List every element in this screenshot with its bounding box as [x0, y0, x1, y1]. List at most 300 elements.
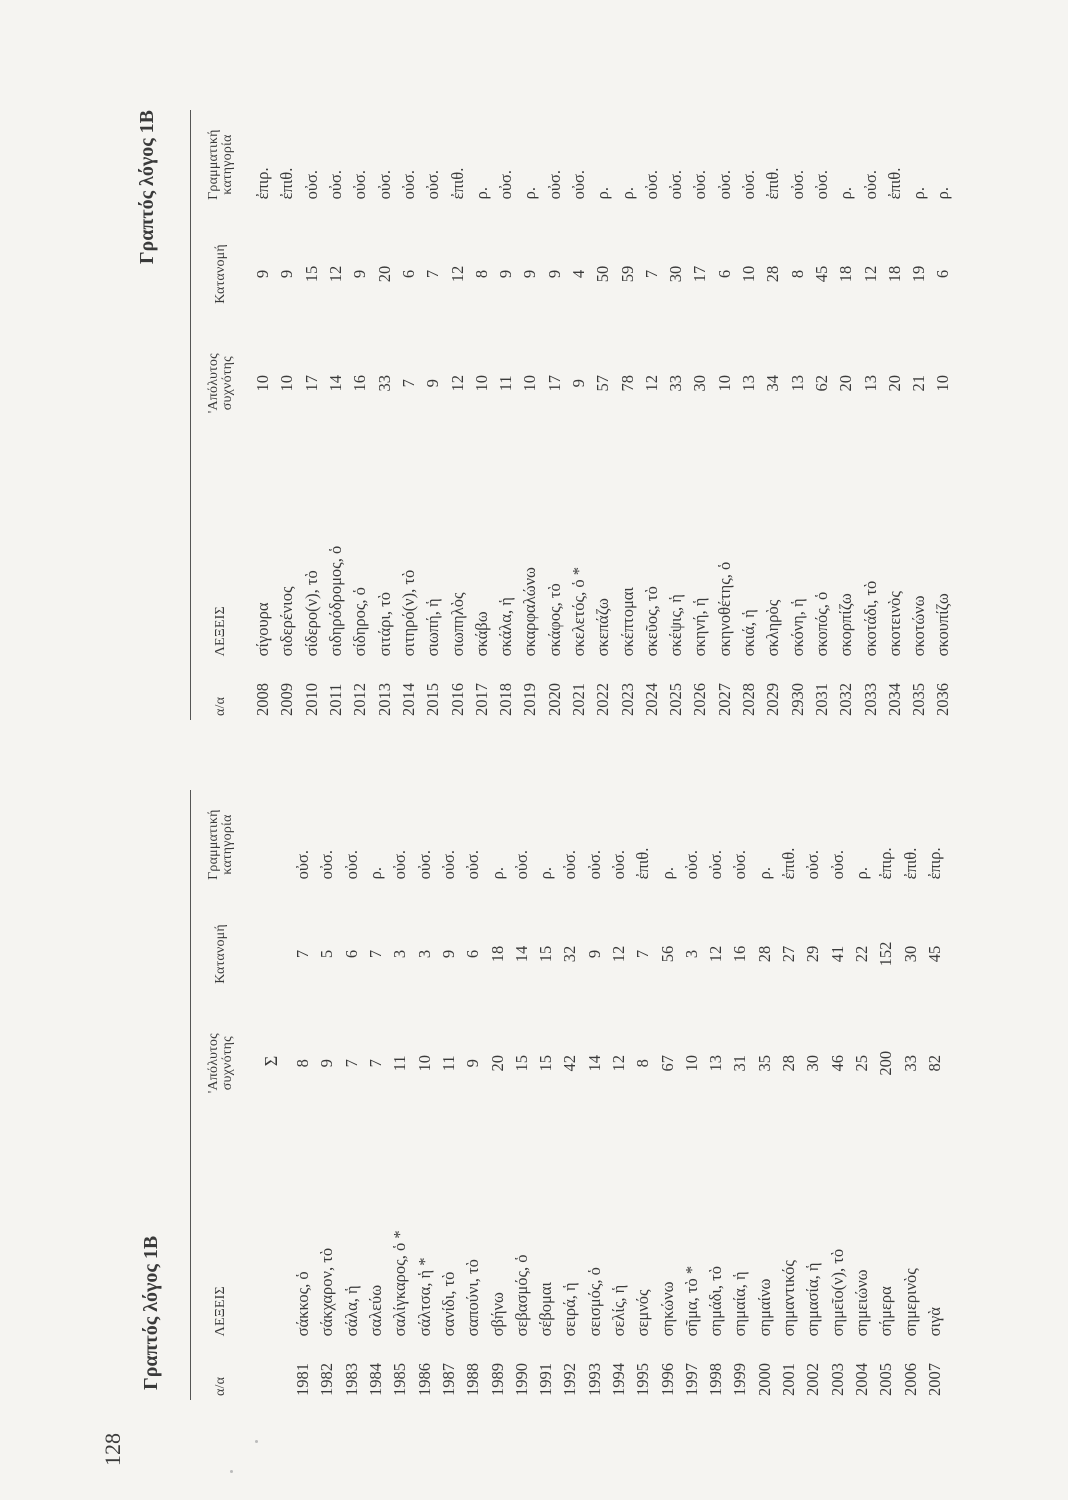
entry-category: οὐσ. — [496, 169, 516, 200]
table-row — [810, 110, 834, 720]
entry-frequency: 10 — [933, 375, 953, 392]
entry-category: οὐσ. — [326, 169, 346, 200]
entry-category: ρ. — [366, 867, 386, 880]
entry-category: οὐσ. — [350, 169, 370, 200]
entry-distribution: 7 — [633, 949, 653, 959]
entry-number: 2027 — [714, 683, 734, 716]
entry-distribution: 45 — [811, 265, 831, 283]
entry-number: 2029 — [763, 683, 783, 716]
entry-word: σκοτώνω — [909, 595, 929, 657]
table-row — [485, 790, 509, 1400]
table-row — [591, 110, 615, 720]
entry-category: ρ. — [754, 867, 774, 880]
entry-word: σκηνή, ἡ — [690, 597, 710, 657]
entry-category: οὐσ. — [398, 169, 418, 200]
entry-frequency: 15 — [536, 1055, 556, 1072]
entry-number: 1991 — [536, 1363, 556, 1396]
entry-category: ρ. — [657, 867, 677, 880]
entry-distribution: 12 — [447, 265, 467, 283]
entry-distribution: 12 — [326, 265, 346, 283]
entry-category: ἐπιρ. — [253, 167, 273, 200]
entry-frequency: 7 — [366, 1059, 386, 1068]
entry-frequency: 13 — [706, 1055, 726, 1072]
entry-distribution: 8 — [471, 269, 491, 279]
entry-distribution: 30 — [666, 265, 686, 283]
entry-category: οὐσ. — [811, 169, 831, 200]
col-gram-header-line1: Γραμματική — [206, 129, 221, 200]
entry-category: οὐσ. — [690, 169, 710, 200]
entry-category: οὐσ. — [739, 169, 759, 200]
entry-word: σαλίγκαρος, ὁ * — [390, 1230, 410, 1337]
page-number: 128 — [100, 1433, 125, 1466]
entry-number: 1998 — [706, 1363, 726, 1396]
entry-frequency: 10 — [277, 375, 297, 392]
entry-frequency: 9 — [569, 379, 588, 388]
entry-number: 2019 — [520, 683, 540, 716]
entry-word: σκουπίζω — [933, 593, 953, 657]
entry-distribution: 7 — [423, 269, 443, 279]
entry-distribution: 28 — [754, 945, 774, 963]
table-row — [898, 790, 922, 1400]
entry-distribution: 9 — [520, 269, 540, 279]
table-row — [470, 110, 494, 720]
entry-distribution: 56 — [657, 945, 677, 963]
entry-distribution: 14 — [511, 945, 531, 963]
running-head-right: Γραπτός λόγος 1Β — [136, 110, 158, 265]
table-row — [737, 110, 761, 720]
entry-number: 2009 — [277, 683, 297, 716]
entry-distribution: 6 — [933, 269, 953, 279]
entry-category: οὐσ. — [681, 849, 701, 880]
entry-word: σίγουρα — [253, 602, 273, 657]
entry-frequency: 13 — [860, 375, 880, 392]
entry-frequency: 46 — [827, 1055, 847, 1072]
entry-category: ρ. — [487, 867, 507, 880]
entry-number: 2007 — [924, 1363, 944, 1396]
entry-distribution: 9 — [544, 269, 564, 279]
entry-category: οὐσ. — [414, 849, 434, 880]
entry-frequency: 13 — [739, 375, 759, 392]
sigma-letter: Σ — [260, 1055, 281, 1067]
table-row — [704, 790, 728, 1400]
entry-word: σιδερένιος — [277, 586, 297, 657]
entry-frequency: 14 — [326, 375, 346, 392]
entry-word: σκορπίζω — [836, 593, 856, 657]
table-row — [834, 110, 858, 720]
entry-category: οὐσ. — [803, 849, 823, 880]
entry-category: ρ. — [909, 187, 929, 200]
entry-word: σκεπάζω — [593, 598, 613, 657]
entry-word: σκεῦος, τὸ — [641, 586, 661, 657]
table-row — [753, 790, 777, 1400]
entry-word: σηκώνω — [657, 1281, 677, 1337]
entry-number: 1982 — [317, 1363, 337, 1396]
entry-number: 1994 — [609, 1363, 628, 1396]
entry-frequency: 15 — [511, 1055, 531, 1072]
entry-frequency: 8 — [293, 1059, 313, 1068]
table-row — [324, 110, 348, 720]
table-row — [445, 110, 469, 720]
entry-word: σκιά, ἡ — [739, 609, 759, 657]
entry-distribution: 18 — [487, 945, 507, 963]
entry-number: 1984 — [366, 1363, 386, 1396]
entry-word: σκαρφαλώνω — [520, 567, 540, 657]
entry-distribution: 12 — [860, 265, 880, 283]
entry-distribution: 9 — [584, 949, 604, 959]
entry-distribution: 6 — [463, 949, 483, 959]
col-freq-header-line1: 'Απόλυτος — [206, 1033, 221, 1094]
table-row — [680, 790, 704, 1400]
entry-frequency: 8 — [633, 1059, 653, 1068]
entry-number: 2015 — [423, 683, 443, 716]
entry-frequency: 33 — [900, 1055, 920, 1072]
entry-word: σημειώνω — [851, 1269, 871, 1337]
entry-distribution: 9 — [253, 269, 273, 279]
col-dist-header: Κατανομή — [213, 924, 228, 984]
entry-distribution: 6 — [341, 949, 361, 959]
paper-speck — [230, 1470, 233, 1473]
paper-speck — [255, 1440, 258, 1443]
entry-category: ρ. — [836, 187, 856, 200]
entry-frequency: 78 — [617, 375, 637, 392]
entry-frequency: 33 — [374, 375, 394, 392]
table-row — [923, 790, 947, 1400]
entry-number: 2024 — [641, 683, 661, 716]
entry-word: σιγὰ — [924, 1307, 944, 1337]
entry-category: οὐσ. — [544, 169, 564, 200]
entry-word: σκόνη, ἡ — [787, 598, 807, 657]
entry-word: σκοτάδι, τὸ — [860, 580, 880, 657]
entry-frequency: 10 — [471, 375, 491, 392]
entry-frequency: 20 — [836, 375, 856, 392]
table-row — [558, 790, 582, 1400]
entry-frequency: 16 — [350, 375, 370, 392]
entry-distribution: 50 — [593, 265, 613, 283]
entry-number: 2012 — [350, 683, 370, 716]
table-row — [607, 790, 631, 1400]
table-row — [543, 110, 567, 720]
entry-number: 1985 — [390, 1363, 410, 1396]
col-gram-header — [207, 110, 235, 219]
entry-word: σημερινὸς — [900, 1268, 920, 1337]
table-header — [191, 790, 251, 1400]
entry-number: 1986 — [414, 1363, 434, 1396]
entry-word: σκοπός, ὁ — [811, 591, 831, 657]
entry-number: 2006 — [900, 1363, 920, 1396]
entry-number: 2005 — [876, 1363, 896, 1396]
entry-frequency: 21 — [909, 375, 929, 392]
table-row — [461, 790, 485, 1400]
entry-number: 1992 — [560, 1363, 580, 1396]
entry-distribution: 22 — [851, 945, 871, 963]
entry-number: 2016 — [447, 683, 467, 716]
entry-word: σημαίνω — [754, 1278, 774, 1337]
entry-number: 2026 — [690, 683, 710, 716]
entry-frequency: 7 — [398, 379, 418, 388]
entry-frequency: 11 — [390, 1055, 410, 1072]
entry-category: ἐπιθ. — [779, 847, 799, 880]
entry-frequency: 42 — [560, 1055, 580, 1072]
entry-number: 2022 — [593, 683, 613, 716]
entry-distribution: 12 — [609, 945, 628, 963]
entry-category: οὐσ. — [423, 169, 443, 200]
entry-distribution: 6 — [398, 269, 418, 279]
entry-word: σάκχαρον, τὸ — [317, 1247, 337, 1337]
entry-category: ρ. — [933, 187, 953, 200]
entry-number: 1989 — [487, 1363, 507, 1396]
table-row — [761, 110, 785, 720]
entry-category: οὐσ. — [641, 169, 661, 200]
entry-distribution: 15 — [301, 265, 321, 283]
entry-word: σάλτσα, ἡ * — [414, 1257, 434, 1337]
entry-distribution: 16 — [730, 945, 750, 963]
entry-category: οὐσ. — [666, 169, 686, 200]
table-row — [850, 790, 874, 1400]
entry-frequency: 11 — [496, 375, 516, 392]
table-row — [397, 110, 421, 720]
entry-number: 2020 — [544, 683, 564, 716]
entry-word: σημαία, ἡ — [730, 1271, 750, 1337]
running-head-left: Γραπτός λόγος 1Β — [140, 1235, 162, 1390]
entry-word: σαλεύω — [366, 1284, 386, 1337]
entry-number: 2028 — [739, 683, 759, 716]
entry-word: σιωπή, ἡ — [423, 598, 443, 657]
entry-number: 2008 — [253, 683, 273, 716]
entry-category: οὐσ. — [293, 849, 313, 880]
entry-frequency: 9 — [317, 1059, 337, 1068]
entry-word: σβήνω — [487, 1292, 507, 1337]
table-row — [664, 110, 688, 720]
entry-frequency: 10 — [520, 375, 540, 392]
entry-number: 2017 — [471, 683, 491, 716]
entry-category: οὐσ. — [317, 849, 337, 880]
entry-category: ἐπιθ. — [633, 847, 653, 880]
entry-frequency: 7 — [341, 1059, 361, 1068]
entry-word: σαπούνι, τὸ — [463, 1259, 483, 1337]
table-row — [907, 110, 931, 720]
entry-number: 2002 — [803, 1363, 823, 1396]
table-row — [372, 110, 396, 720]
table-row — [291, 790, 315, 1400]
rotated-page — [100, 110, 970, 1466]
entry-word: σκέψις, ἡ — [666, 594, 686, 657]
entry-category: ρ. — [471, 187, 491, 200]
entry-distribution: 7 — [641, 269, 661, 279]
table-row — [437, 790, 461, 1400]
entry-distribution: 17 — [690, 265, 710, 283]
entry-number: 2000 — [754, 1363, 774, 1396]
entry-frequency: 82 — [924, 1055, 944, 1072]
entry-number: 2034 — [884, 683, 904, 716]
entry-distribution: 7 — [293, 949, 313, 959]
entry-word: σέβομαι — [536, 1282, 556, 1337]
entry-word: σεβασμός, ὁ — [511, 1254, 531, 1337]
entry-frequency: 20 — [884, 375, 904, 392]
entry-number: 1990 — [511, 1363, 531, 1396]
entry-distribution: 18 — [836, 265, 856, 283]
entry-distribution: 9 — [277, 269, 297, 279]
entry-number: 2010 — [301, 683, 321, 716]
entry-number: 2003 — [827, 1363, 847, 1396]
entry-number: 2032 — [836, 683, 856, 716]
entry-number: 2011 — [326, 683, 346, 716]
entry-frequency: 31 — [730, 1055, 750, 1072]
entry-word: σίδηρος, ὁ — [350, 587, 370, 657]
entry-number: 1987 — [438, 1363, 458, 1396]
entry-number: 2004 — [851, 1363, 871, 1396]
entry-number: 2036 — [933, 683, 953, 716]
table-row — [655, 790, 679, 1400]
col-freq-header-line1: 'Απόλυτος — [206, 353, 221, 414]
entry-distribution: 9 — [438, 949, 458, 959]
entry-category: ρ. — [520, 187, 540, 200]
entry-category: ἐπιθ. — [900, 847, 920, 880]
entry-category: οὐσ. — [730, 849, 750, 880]
entry-category: ρ. — [617, 187, 637, 200]
table-row — [412, 790, 436, 1400]
col-dist-header: Κατανομή — [213, 244, 228, 304]
col-gram-header — [207, 790, 235, 899]
entry-frequency: 12 — [609, 1055, 628, 1072]
entry-word: σίδερο(ν), τὸ — [301, 570, 321, 657]
entry-distribution: 29 — [803, 945, 823, 963]
entry-distribution: 4 — [569, 269, 588, 279]
entry-distribution: 19 — [909, 265, 929, 283]
col-freq-header-line2: συχνότης — [220, 356, 235, 411]
entry-word: σημάδι, τὸ — [706, 1266, 726, 1337]
table-left — [190, 790, 947, 1400]
table-row — [518, 110, 542, 720]
entry-word: σκάλα, ἡ — [496, 597, 516, 657]
entry-category: οὐσ. — [463, 849, 483, 880]
entry-distribution: 3 — [414, 949, 434, 959]
entry-word: σημεῖο(ν), τὸ — [827, 1248, 847, 1337]
table-row — [583, 790, 607, 1400]
entry-distribution: 7 — [366, 949, 386, 959]
table-row — [713, 110, 737, 720]
entry-frequency: 35 — [754, 1055, 774, 1072]
entry-number: 1995 — [633, 1363, 653, 1396]
entry-word: σανίδι, τὸ — [438, 1271, 458, 1337]
entry-frequency: 30 — [803, 1055, 823, 1072]
entry-number: 2025 — [666, 683, 686, 716]
entry-category: οὐσ. — [714, 169, 734, 200]
entry-word: σελίς, ἡ — [609, 1284, 628, 1337]
entry-distribution: 45 — [924, 945, 944, 963]
entry-number: 2014 — [398, 683, 418, 716]
table-row — [826, 790, 850, 1400]
entry-distribution: 6 — [714, 269, 734, 279]
entry-number: 1993 — [584, 1363, 604, 1396]
entry-number: 2013 — [374, 683, 394, 716]
entry-distribution: 30 — [900, 945, 920, 963]
col-gram-header-line1: Γραμματική — [206, 809, 221, 880]
entry-frequency: 200 — [876, 1050, 896, 1076]
entry-distribution: 27 — [779, 945, 799, 963]
entry-number: 1988 — [463, 1363, 483, 1396]
entry-frequency: 11 — [438, 1055, 458, 1072]
entry-distribution: 8 — [787, 269, 807, 279]
entry-distribution: 5 — [317, 949, 337, 959]
entry-frequency: 10 — [253, 375, 273, 392]
entry-category: οὐσ. — [706, 849, 726, 880]
table-row — [348, 110, 372, 720]
entry-frequency: 13 — [787, 375, 807, 392]
entry-category: ἐπιθ. — [447, 167, 467, 200]
table-row — [315, 790, 339, 1400]
entry-number: 1997 — [681, 1363, 701, 1396]
entry-category: οὐσ. — [560, 849, 580, 880]
entry-frequency: 12 — [641, 375, 661, 392]
entry-distribution: 28 — [763, 265, 783, 283]
entry-word: σκάφος, τὸ — [544, 583, 564, 657]
table-row — [364, 790, 388, 1400]
table-row — [534, 790, 558, 1400]
col-word-header: ΛΕΞΕΙΣ — [213, 606, 228, 657]
entry-category: οὐσ. — [374, 169, 394, 200]
entry-frequency: 33 — [666, 375, 686, 392]
entry-category: οὐσ. — [341, 849, 361, 880]
table-row — [786, 110, 810, 720]
entry-number: 2001 — [779, 1363, 799, 1396]
entry-category: οὐσ. — [301, 169, 321, 200]
entry-frequency: 67 — [657, 1055, 677, 1072]
col-id-header: α/α — [213, 1376, 228, 1396]
entry-number: 2018 — [496, 683, 516, 716]
table-row — [728, 790, 752, 1400]
entry-category: ἐπιρ. — [876, 847, 896, 880]
entry-word: σημασία, ἡ — [803, 1262, 823, 1337]
entry-number: 2023 — [617, 683, 637, 716]
entry-frequency: 17 — [544, 375, 564, 392]
entry-number: 2031 — [811, 683, 831, 716]
entry-category: οὐσ. — [438, 849, 458, 880]
entry-distribution: 9 — [496, 269, 516, 279]
entry-word: σιτηρό(ν), τὸ — [398, 569, 418, 657]
entry-frequency: 25 — [851, 1055, 871, 1072]
rows-right — [251, 110, 956, 720]
entry-number: 2930 — [787, 683, 807, 716]
entry-distribution: 20 — [374, 265, 394, 283]
entry-word: σκέπτομαι — [617, 587, 637, 657]
entry-category: οὐσ. — [827, 849, 847, 880]
entry-distribution: 12 — [706, 945, 726, 963]
table-row — [340, 790, 364, 1400]
entry-distribution: 59 — [617, 265, 637, 283]
entry-distribution: 32 — [560, 945, 580, 963]
col-freq-header — [207, 329, 235, 438]
table-right — [190, 110, 956, 720]
entry-frequency: 30 — [690, 375, 710, 392]
entry-distribution: 41 — [827, 945, 847, 963]
entry-word: σιωπηλὸς — [447, 592, 467, 657]
table-row — [874, 790, 898, 1400]
entry-word: σῆμα, τὸ * — [681, 1265, 701, 1337]
entry-category: ἐπιθ. — [763, 167, 783, 200]
entry-word: σήμερα — [876, 1286, 896, 1337]
rows-left — [291, 790, 947, 1400]
entry-distribution: 10 — [739, 265, 759, 283]
entry-number: 1983 — [341, 1363, 361, 1396]
entry-category: οὐσ. — [609, 849, 628, 880]
entry-word: σειρά, ἡ — [560, 1282, 580, 1337]
entry-distribution: 3 — [681, 949, 701, 959]
table-row — [777, 790, 801, 1400]
entry-word: σάκκος, ὁ — [293, 1271, 313, 1337]
entry-category: οὐσ. — [860, 169, 880, 200]
entry-number: 1981 — [293, 1363, 313, 1396]
table-row — [640, 110, 664, 720]
